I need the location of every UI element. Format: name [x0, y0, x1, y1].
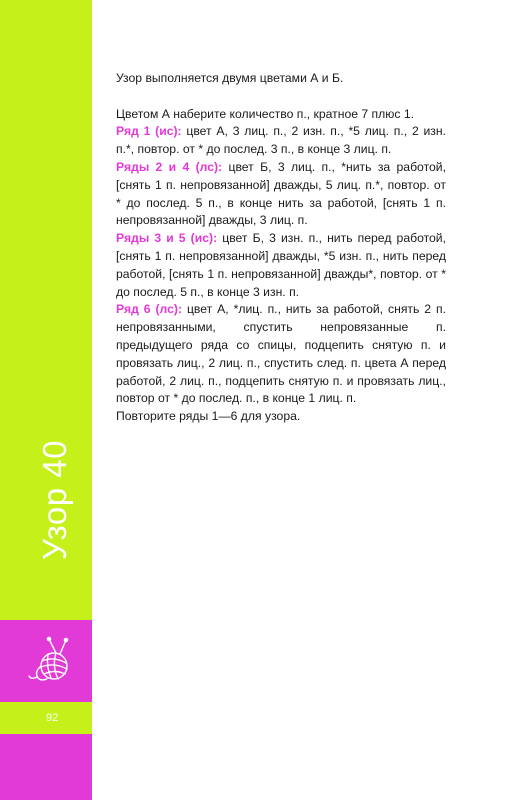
pattern-title: Узор 40 — [36, 440, 73, 560]
cast-on-text: Цветом А наберите количество п., кратное 7 плюс 1. — [116, 106, 415, 121]
page-number: 92 — [46, 712, 59, 724]
row-label: Ряд 1 (ис): — [116, 124, 182, 139]
row-6 — [116, 301, 446, 408]
row-text: цвет Б, 3 изн. п., нить перед работой, [снять 1 п. непровязанной] дважды, *5 изн. п., нить перед работой, [снять 1 п. непровязанной] дважды*, повтор. от * до послед. 5 п., в конце 3 изн. п. — [116, 231, 446, 299]
row-1 — [116, 123, 446, 159]
row-label: Ряды 3 и 5 (ис): — [116, 231, 218, 246]
yarn-ball-icon — [22, 636, 74, 688]
row-text: цвет Б, 3 лиц. п., *нить за работой, [снять 1 п. непровязанной] дважды, 5 лиц. п.*, повтор. от * до послед. 5 п., в конце нить за работой, [снять 1 п. непровязанной] дважды, 3 лиц. п. — [116, 159, 446, 228]
row-2-4 — [116, 159, 446, 230]
closing-text: Повторите ряды 1—6 для узора. — [116, 409, 301, 424]
sidebar-magenta-bottom — [0, 734, 92, 800]
row-text: цвет А, *лиц. п., нить за работой, снять 2 п. непровязанными, спустить непровязанные п. предыдущего ряда со спицы, подцепить снятую п. и провязать лиц., 2 лиц. п., спустить след. п. цвета А перед работой, 2 лиц. п., подцепить снятую п. и провязать лиц., повтор от * до послед. п., в конце 1 лиц. п. — [116, 302, 447, 406]
row-label: Ряд 6 (лс): — [116, 302, 183, 317]
row-3-5 — [116, 230, 446, 301]
pattern-instructions — [116, 70, 446, 426]
row-text: цвет А, 3 лиц. п., 2 изн. п., *5 лиц. п., 2 изн. п.*, повтор. от * до послед. 3 п., в конце 3 лиц. п. — [116, 124, 447, 157]
intro-text: Узор выполняется двумя цветами А и Б. — [116, 71, 344, 85]
watermark: FashionForum.ru — [438, 786, 511, 797]
row-label: Ряды 2 и 4 (лс): — [116, 159, 223, 174]
